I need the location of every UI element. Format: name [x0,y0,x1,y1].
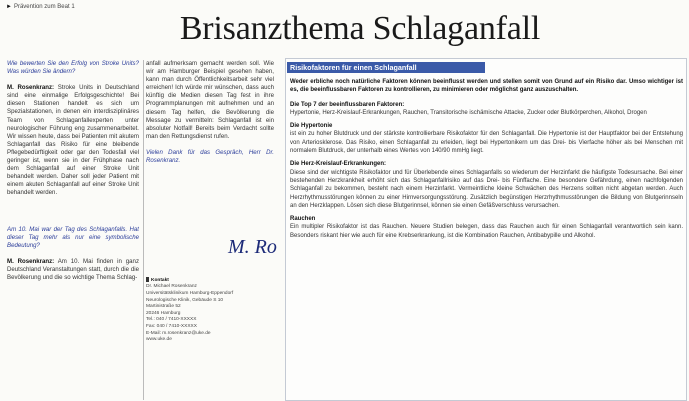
interview-column-2 [146,60,274,260]
speaker-label: M. Rosenkranz: [7,257,55,265]
contact-line: 20246 Hamburg [146,310,181,316]
answer-1 [7,84,139,197]
contact-box [146,277,270,401]
answer-1-text: Stroke Units in Deutschland sind eine einmalige Erfolgsgeschichte! Bei diesen Stationen handelt es sich um Spezialstationen, in denen ein interdisziplinäres Team von Schlaganfallexperten unter neurologischer Führung eng zusammenarbeitet. Wir wissen heute, dass bei Patienten mit akutem Schlaganfall das Risiko für eine bleibende Pflegebedürftigkeit oder gar den Todesfall viel geringer ist, wenn sie in der Frühphase nach dem Schlaganfall auf einer Stroke Unit behandelt werden. Daher soll jeder Patient mit einem akuten Schlaganfall auf einer Stroke Unit behandelt werden. [7,84,139,197]
bullet-icon [146,277,149,282]
question-2: Am 10. Mai war der Tag des Schlaganfalls. Hat dieser Tag mehr als nur eine symbolische Bedeutung? [7,225,139,249]
section-text: ist ein zu hoher Blutdruck und der stärkste kontrollierbare Risikofaktor für den Schlaganfall. Die Hypertonie ist der Hauptfaktor bei der Entstehung von Arteriosklerose. Das Risiko, einen Schlaganfall zu erleiden, liegt bei Hypertonikern um das Drei- bis Vierfache höher als bei Menschen mit normalem Blutdruck, der unterhalb eines Wertes von 140/90 mmHg liegt. [290,131,683,155]
risk-box-body [290,78,683,240]
section-title: Die Herz-Kreislauf-Erkrankungen: [290,161,387,168]
thanks-note: Vielen Dank für das Gespräch, Herr Dr. Rosenkranz. [146,148,274,165]
contact-line: Fax: 040 / 7410-XXXXX [146,323,197,329]
contact-line: Dr. Michael Rosenkranz [146,284,197,290]
contact-title: Kontakt [151,277,169,283]
section-title: Rauchen [290,216,316,223]
contact-line: Neurologische Klinik, Gebäude S 10 [146,297,224,303]
section-header [6,4,75,10]
contact-line: Martinistraße 52 [146,304,181,310]
speaker-label: M. Rosenkranz: [7,84,55,92]
section-title: Die Top 7 der beeinflussbaren Faktoren: [290,101,405,108]
section-text: Hypertonie, Herz-Kreislauf-Erkrankungen, Rauchen, Transitorische ischämische Attacke, Zucker oder Blutkörperchen, Alkohol, Drogen [290,109,647,116]
risk-box-intro: Weder erbliche noch natürliche Faktoren können beeinflusst werden und stellen somit von Grund auf ein Risiko dar. Umso wichtiger ist es, die beeinflussbaren Faktoren zu kontrollieren, zu minimieren oder möglichst ganz auszuschalten. [290,79,683,94]
contact-line: www.uke.de [146,337,172,343]
section-label: Prävention zum Beat 1 [13,4,75,10]
answer-2 [7,258,139,282]
answer-2-continued: anfall aufmerksam gemacht werden soll. Wie wir am Hamburger Beispiel gesehen haben, kann man durch Öffentlichkeitsarbeit sehr viel erreichen! Ich würde mir wünschen, dass auch künftig die Medien diesen Tag fest in ihre Programmplanungen mit aufnehmen und an diesem Tag helfen, die Bevölkerung die Message zu vermitteln: Schlaganfall ist ein absoluter Notfall! Bereits beim Verdacht sollte man den Rettungsdienst rufen. [146,60,274,140]
headline: Brisanzthema Schlaganfall [179,10,541,47]
section-title: Die Hypertonie [290,123,333,130]
contact-line: Universitätsklinikum Hamburg-Eppendorf [146,290,234,296]
answer-2-text: Am 10. Mai finden in ganz Deutschland Veranstaltungen statt, durch die die Bevölkerung und die so wichtige Thema Schlag- [7,257,139,281]
interview-column-1 [7,60,139,400]
column-divider [143,60,144,400]
contact-line: E-Mail: m.rosenkranz@uke.de [146,330,211,336]
signature: M. Ro [228,236,277,258]
contact-line: Tel.: 040 / 7410-XXXXX [146,317,197,323]
section-text: Diese sind der wichtigste Risikofaktor und für Überlebende eines Schlaganfalls so wiederum der Herzinfarkt die häufigste Todesursache. Bei einer bestehenden Herzkrankheit erhöht sich das Schlaganfallrisiko auf das Drei- bis Fünffache. Eine besondere Gefährdung, einen nachfolgenden Schlaganfall zu bekommen, besteht nach einem Herzinfarkt. Vermeintliche kleine Schwächen des Herzens sollten nicht abgetan werden. Auch Herzrhythmusstörungen können zu einer Hirnversorgungsstörung. Zusätzlich begünstigen Herzrhythmusstörungen die Bildung von Blutgerinnseln an den Herzklappen. Lösen sich diese Blutgerinnsel, können sie einen Gefäßverschluss verursachen. [290,169,683,209]
question-1: Wie bewerten Sie den Erfolg von Stroke Units? Was würden Sie ändern? [7,60,139,76]
section-text: Ein multipler Risikofaktor ist das Rauchen. Neuere Studien belegen, dass das Rauchen auch für einen Schlaganfall verantwortlich sein kann. Besonders riskant hier wie auch für eine Krebserkrankung, ist die Kombination Rauchen, Antibabypille und Alkohol. [290,224,683,239]
risk-box-title: Risikofaktoren für einen Schlaganfall [287,62,485,73]
arrow-icon: ► [6,4,12,10]
